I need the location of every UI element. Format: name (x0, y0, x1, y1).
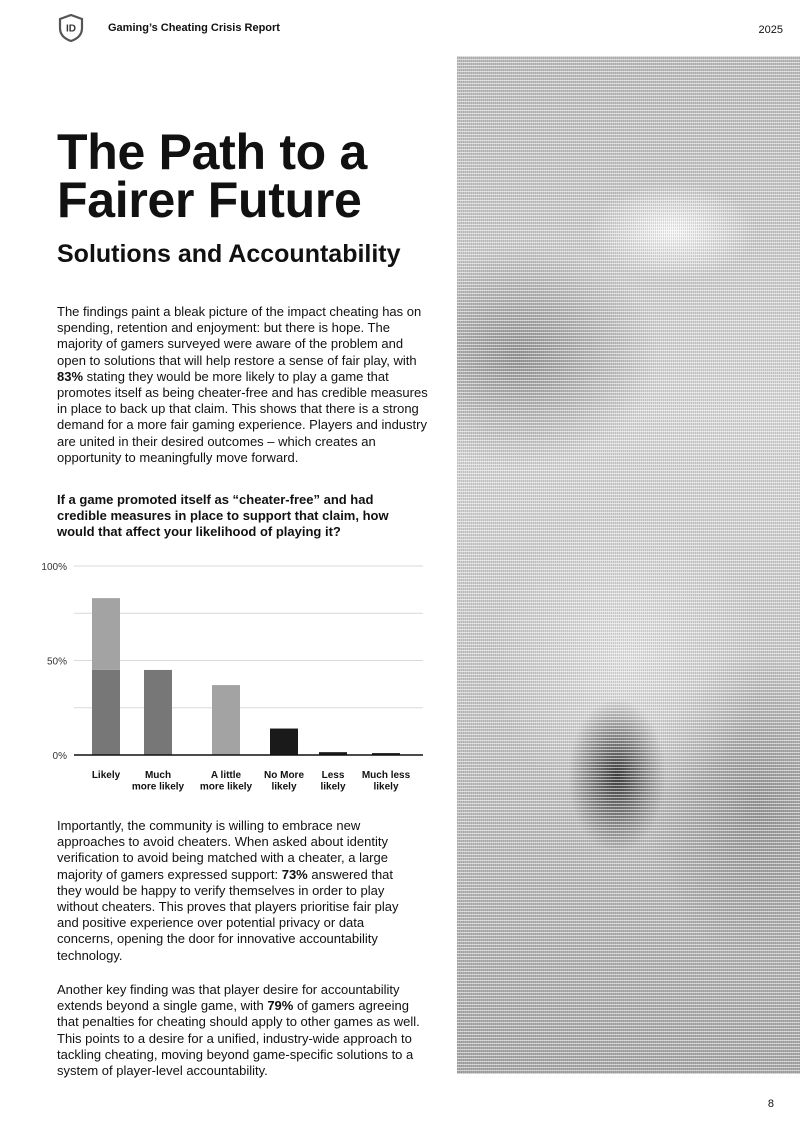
x-category-label (320, 770, 345, 793)
x-category-label-line: likely (373, 781, 399, 793)
x-category-label-line: more likely (199, 781, 253, 793)
logo-text: ID (66, 23, 76, 35)
intro-stat-83: 83% (57, 368, 84, 384)
report-year: 2025 (758, 24, 783, 36)
x-category-label-line: more likely (131, 781, 185, 793)
bar-segment (92, 670, 120, 755)
accountability-text-end: of gamers agreeing that penalties for cheating should apply to other games as well. This points to a desire for a unified, industry-wide approach to tackling cheating, moving beyond game-specific solutions to a system of player-level accountability. (57, 998, 420, 1079)
chart-svg (0, 555, 440, 800)
x-category-label-line: A little (210, 770, 242, 781)
likelihood-bar-chart (0, 555, 440, 800)
intro-text-end: stating they would be more likely to play a game that promotes itself as being cheater-free and has credible measures in place to back up that claim. This shows that there is a strong demand for a more fair gaming experience. Players and industry are united in their desired outcomes – which creates an opportunity to meaningfully move forward. (57, 368, 428, 465)
x-category-label (132, 770, 185, 793)
chart-question: If a game promoted itself as “cheater-free” and had credible measures in place to support that claim, how would that affect your likelihood of playing it? (57, 492, 389, 540)
bar-segment (270, 729, 298, 755)
x-category-label-line: Much (144, 770, 172, 781)
y-tick-label: 50% (46, 656, 67, 668)
x-category-label (264, 770, 304, 793)
intro-paragraph (57, 304, 432, 466)
y-tick-label: 0% (52, 751, 67, 762)
page-headline (57, 124, 368, 228)
accountability-text-start: Another key finding was that player desire for accountability extends beyond a single game, with (57, 982, 400, 1014)
x-category-label (200, 770, 253, 793)
bar-segment (144, 670, 172, 755)
headline-line-1: The Path to a (57, 124, 368, 180)
page-number: 8 (767, 1098, 774, 1110)
bar-segment (92, 598, 120, 670)
report-title: Gaming’s Cheating Crisis Report (108, 22, 280, 34)
verification-paragraph (57, 818, 417, 964)
halftone-player-image (457, 56, 800, 1074)
intro-text-start: The findings paint a bleak picture of the impact cheating has on spending, retention and enjoyment: but there is hope. The majority of gamers surveyed were aware of the problem and open to solutions that will help restore a sense of fair play, with (57, 304, 422, 368)
accountability-stat-79: 79% (267, 998, 294, 1014)
x-category-label (92, 770, 121, 781)
page-subheading: Solutions and Accountability (57, 240, 401, 268)
verification-text-start: Importantly, the community is willing to embrace new approaches to avoid cheaters. When asked about identity verification to avoid being matched with a cheater, a large majority of gamers expressed support: (57, 818, 388, 882)
x-category-label-line: likely (320, 781, 346, 793)
verification-stat-73: 73% (281, 866, 308, 882)
id-shield-logo-icon (58, 14, 84, 42)
y-tick-label: 100% (41, 562, 67, 573)
x-category-label-line: likely (271, 781, 297, 793)
verification-text-end: answered that they would be happy to verify themselves in order to play without cheaters. This proves that players prioritise fair play and positive experience over potential privacy or data concerns, opening the door for innovative accountability technology. (57, 866, 399, 963)
x-category-label-line: No More (264, 770, 304, 781)
headline-line-2: Fairer Future (57, 172, 362, 228)
x-category-label-line: Much less (361, 770, 411, 781)
x-category-label (362, 770, 411, 793)
bar-segment (212, 685, 240, 755)
x-category-label-line: Likely (91, 770, 121, 781)
x-category-label-line: Less (321, 770, 345, 781)
accountability-paragraph (57, 982, 427, 1079)
